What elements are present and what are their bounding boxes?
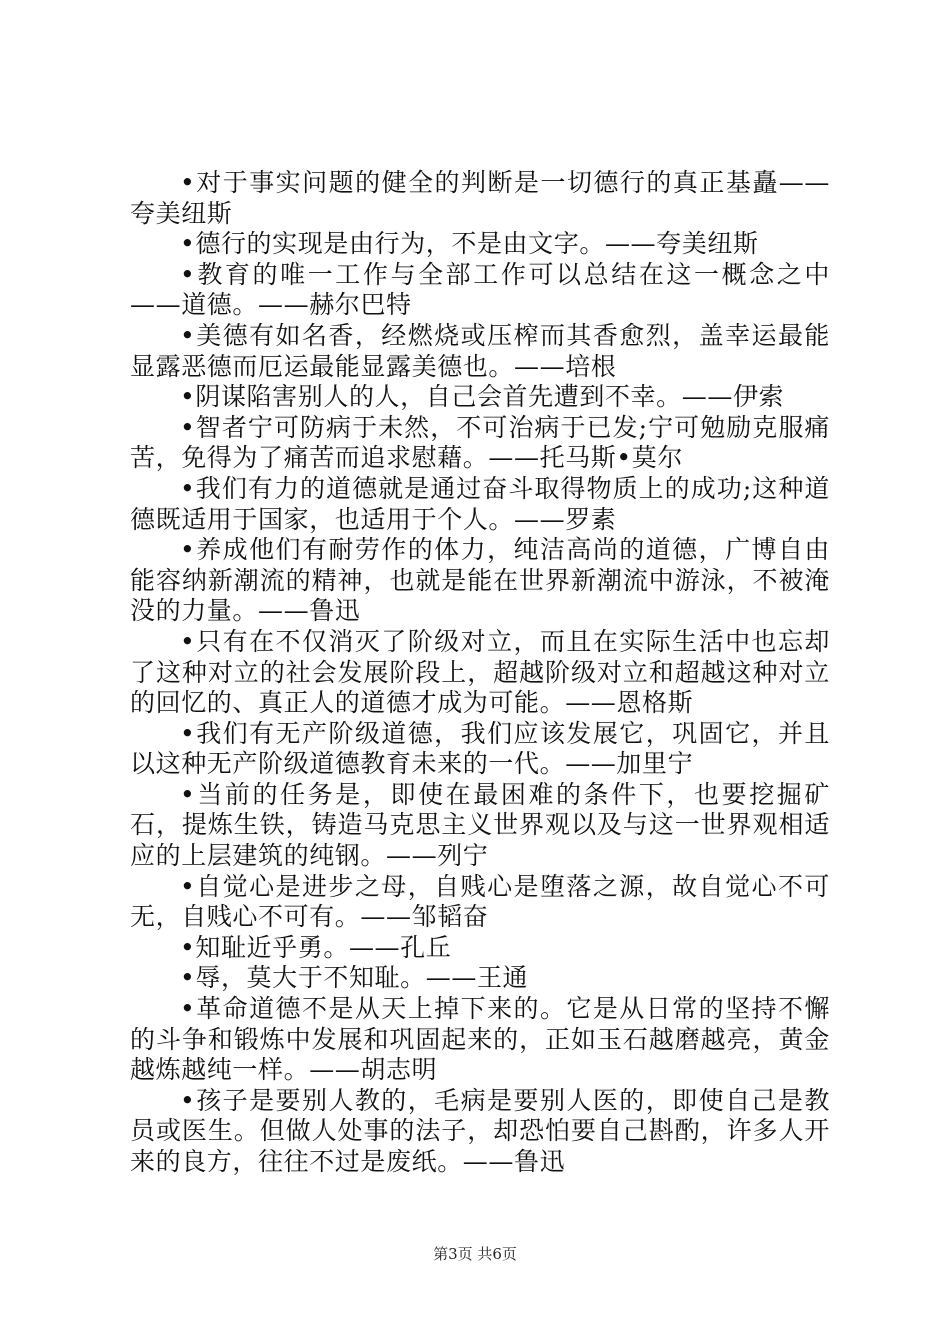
quote-paragraph: •阴谋陷害别人的人，自己会首先遭到不幸。——伊索 xyxy=(180,382,785,412)
quote-paragraph: •美德有如名香，经燃烧或压榨而其香愈烈，盖幸运最能显露恶德而厄运最能显露美德也。——培根 xyxy=(130,320,830,381)
page-number-footer: 第3页 共6页 xyxy=(433,1245,517,1263)
quote-paragraph: •智者宁可防病于未然，不可治病于已发;宁可勉励克服痛苦，免得为了痛苦而追求慰藉。——托马斯•莫尔 xyxy=(130,412,830,473)
quote-paragraph: •我们有无产阶级道德，我们应该发展它，巩固它，并且以这种无产阶级道德教育未来的一代。——加里宁 xyxy=(130,718,830,779)
quote-paragraph: •我们有力的道德就是通过奋斗取得物质上的成功;这种道德既适用于国家，也适用于个人。——罗素 xyxy=(130,473,830,534)
quote-paragraph: •只有在不仅消灭了阶级对立，而且在实际生活中也忘却了这种对立的社会发展阶段上，超越阶级对立和超越这种对立的回忆的、真正人的道德才成为可能。——恩格斯 xyxy=(130,626,830,718)
quote-paragraph: •知耻近乎勇。——孔丘 xyxy=(180,932,452,962)
quote-paragraph: •革命道德不是从天上掉下来的。它是从日常的坚持不懈的斗争和锻炼中发展和巩固起来的，正如玉石越磨越亮，黄金越炼越纯一样。——胡志明 xyxy=(130,994,830,1085)
quote-paragraph: •教育的唯一工作与全部工作可以总结在这一概念之中——道德。——赫尔巴特 xyxy=(130,259,830,320)
quote-paragraph: •当前的任务是，即使在最困难的条件下，也要挖掘矿石，提炼生铁，铸造马克思主义世界观以及与这一世界观相适应的上层建筑的纯钢。——列宁 xyxy=(130,779,830,871)
document-body xyxy=(130,168,830,1178)
quote-paragraph: •自觉心是进步之母，自贱心是堕落之源，故自觉心不可无，自贱心不可有。——邹韬奋 xyxy=(130,871,830,932)
quote-paragraph: •辱，莫大于不知耻。——王通 xyxy=(180,963,529,993)
quote-paragraph: •对于事实问题的健全的判断是一切德行的真正基矗——夸美纽斯 xyxy=(130,168,830,228)
quote-paragraph: •孩子是要别人教的，毛病是要别人医的，即使自己是教员或医生。但做人处事的法子，却恐怕要自己斟酌，许多人开来的良方，往往不过是废纸。——鲁迅 xyxy=(130,1085,830,1176)
quote-paragraph: •德行的实现是由行为，不是由文字。——夸美纽斯 xyxy=(180,229,759,259)
quote-paragraph: •养成他们有耐劳作的体力，纯洁高尚的道德，广博自由能容纳新潮流的精神，也就是能在世界新潮流中游泳，不被淹没的力量。——鲁迅 xyxy=(130,535,830,626)
